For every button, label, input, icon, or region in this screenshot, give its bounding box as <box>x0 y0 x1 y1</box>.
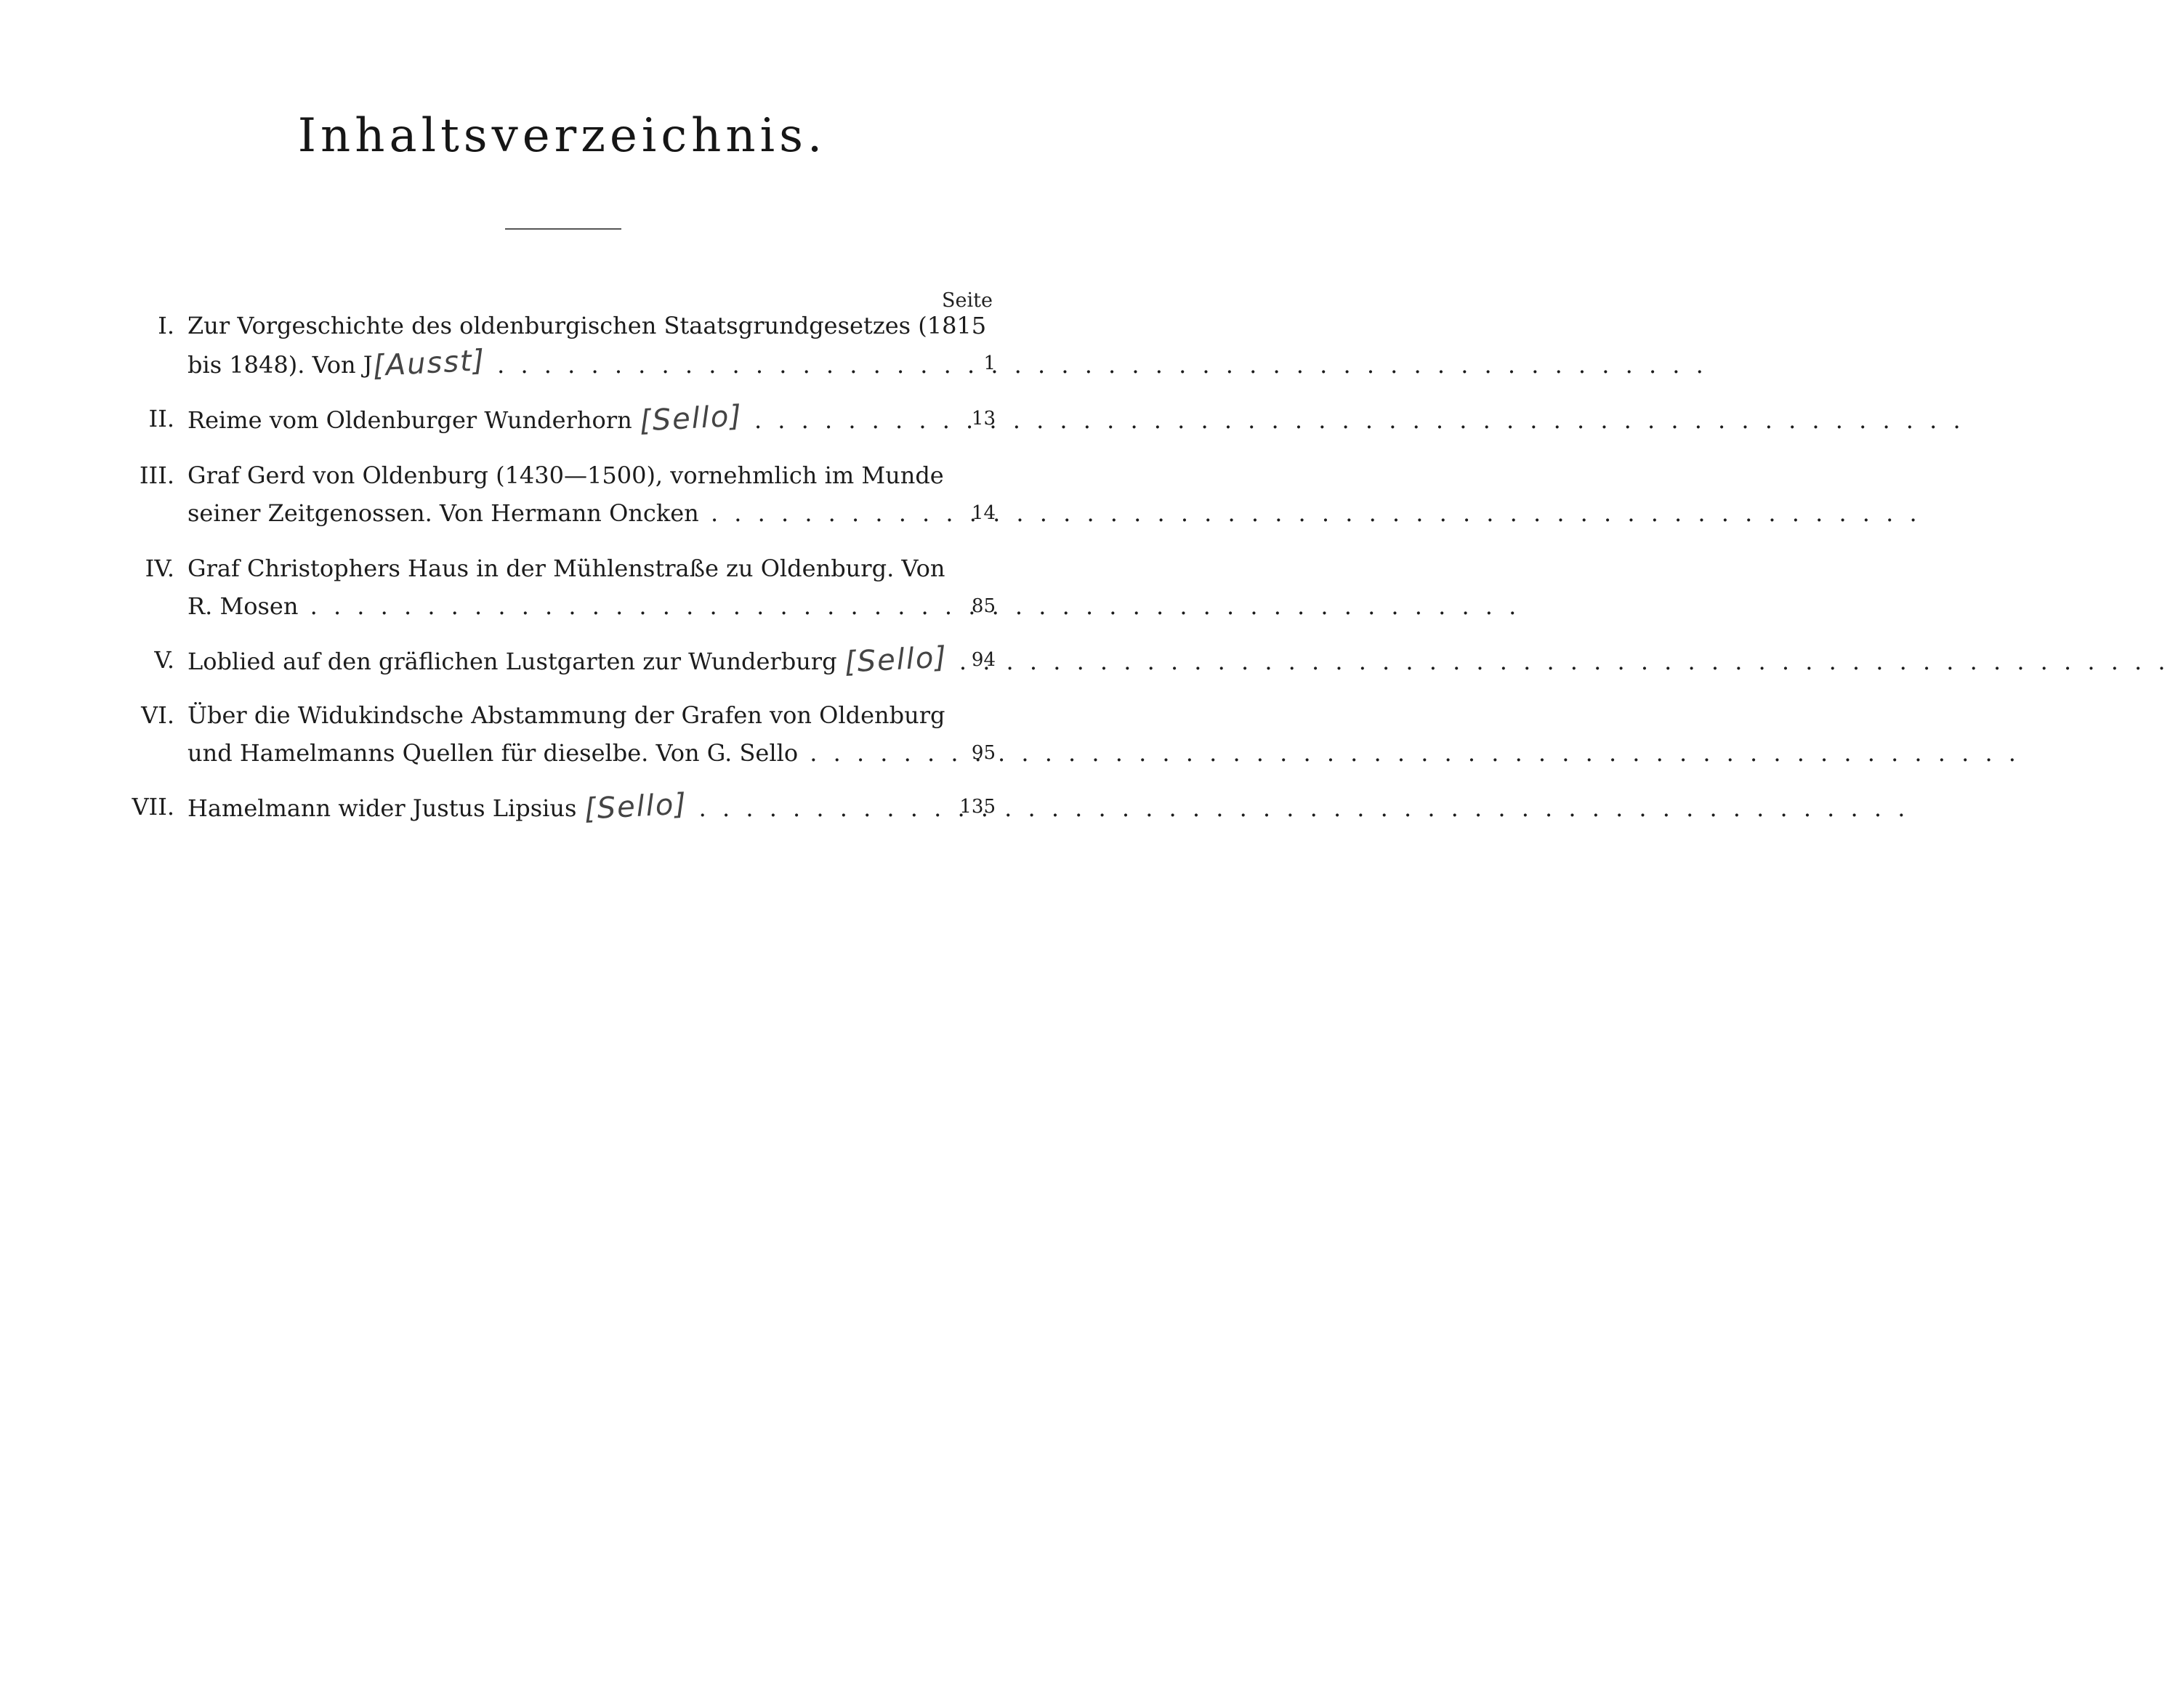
entry-title-line: und Hamelmanns Quellen für dieselbe. Von G. Sello . . . <box>187 734 937 772</box>
entry-title-line: Hamelmann wider Justus Lipsius [Sello] . . . <box>187 788 937 827</box>
toc-entry-4 <box>94 549 996 625</box>
entry-number: IV. <box>145 555 174 582</box>
entry-number: I. <box>158 312 174 339</box>
handwritten-annotation: [Sello] <box>638 399 743 438</box>
handwritten-annotation: [Ausst] <box>371 343 487 384</box>
entry-number: II. <box>148 405 174 432</box>
entry-title-line: Zur Vorgeschichte des oldenburgischen Staatsgrundgesetzes (1815 <box>187 312 987 339</box>
entry-title-line: Graf Gerd von Oldenburg (1430—1500), vornehmlich im Munde <box>187 462 944 489</box>
entry-title-line: Loblied auf den gräflichen Lustgarten zur Wunderburg [Sello] . . . <box>187 641 937 680</box>
entry-title-line: Über die Widukindsche Abstammung der Grafen von Oldenburg <box>187 701 945 729</box>
toc-entry-3 <box>94 456 996 532</box>
entry-title-line: R. Mosen . . . <box>187 587 937 625</box>
entry-page-number: 95 <box>971 742 996 764</box>
entry-title-line: seiner Zeitgenossen. Von Hermann Oncken . . . <box>187 494 937 532</box>
toc-entry-5 <box>94 641 996 679</box>
title-divider <box>505 228 621 230</box>
page-column-label: Seite <box>942 289 993 312</box>
toc-entry-7 <box>94 788 996 826</box>
entry-page-number: 85 <box>971 595 996 617</box>
toc-entry-2 <box>94 400 996 438</box>
page-title: Inhaltsverzeichnis. <box>297 109 827 163</box>
entry-page-number: 135 <box>959 796 996 818</box>
entry-title-line: Graf Christophers Haus in der Mühlenstraße zu Oldenburg. Von <box>187 555 945 582</box>
entry-title-line: bis 1848). Von J[Ausst] . . . <box>187 345 937 384</box>
entry-number: V. <box>154 646 174 674</box>
handwritten-annotation: [Sello] <box>583 787 688 826</box>
entry-title-line: Reime vom Oldenburger Wunderhorn [Sello] . . . <box>187 400 937 439</box>
entry-page-number: 13 <box>971 408 996 430</box>
toc-entry-1 <box>94 307 996 382</box>
entry-number: III. <box>139 462 174 489</box>
entry-page-number: 14 <box>971 502 996 524</box>
handwritten-annotation: [Sello] <box>843 640 948 680</box>
entry-number: VI. <box>141 701 174 729</box>
entry-page-number: 94 <box>971 649 996 671</box>
entry-number: VII. <box>132 793 174 821</box>
entry-page-number: 1 <box>983 353 996 374</box>
toc-entry-6 <box>94 696 996 772</box>
